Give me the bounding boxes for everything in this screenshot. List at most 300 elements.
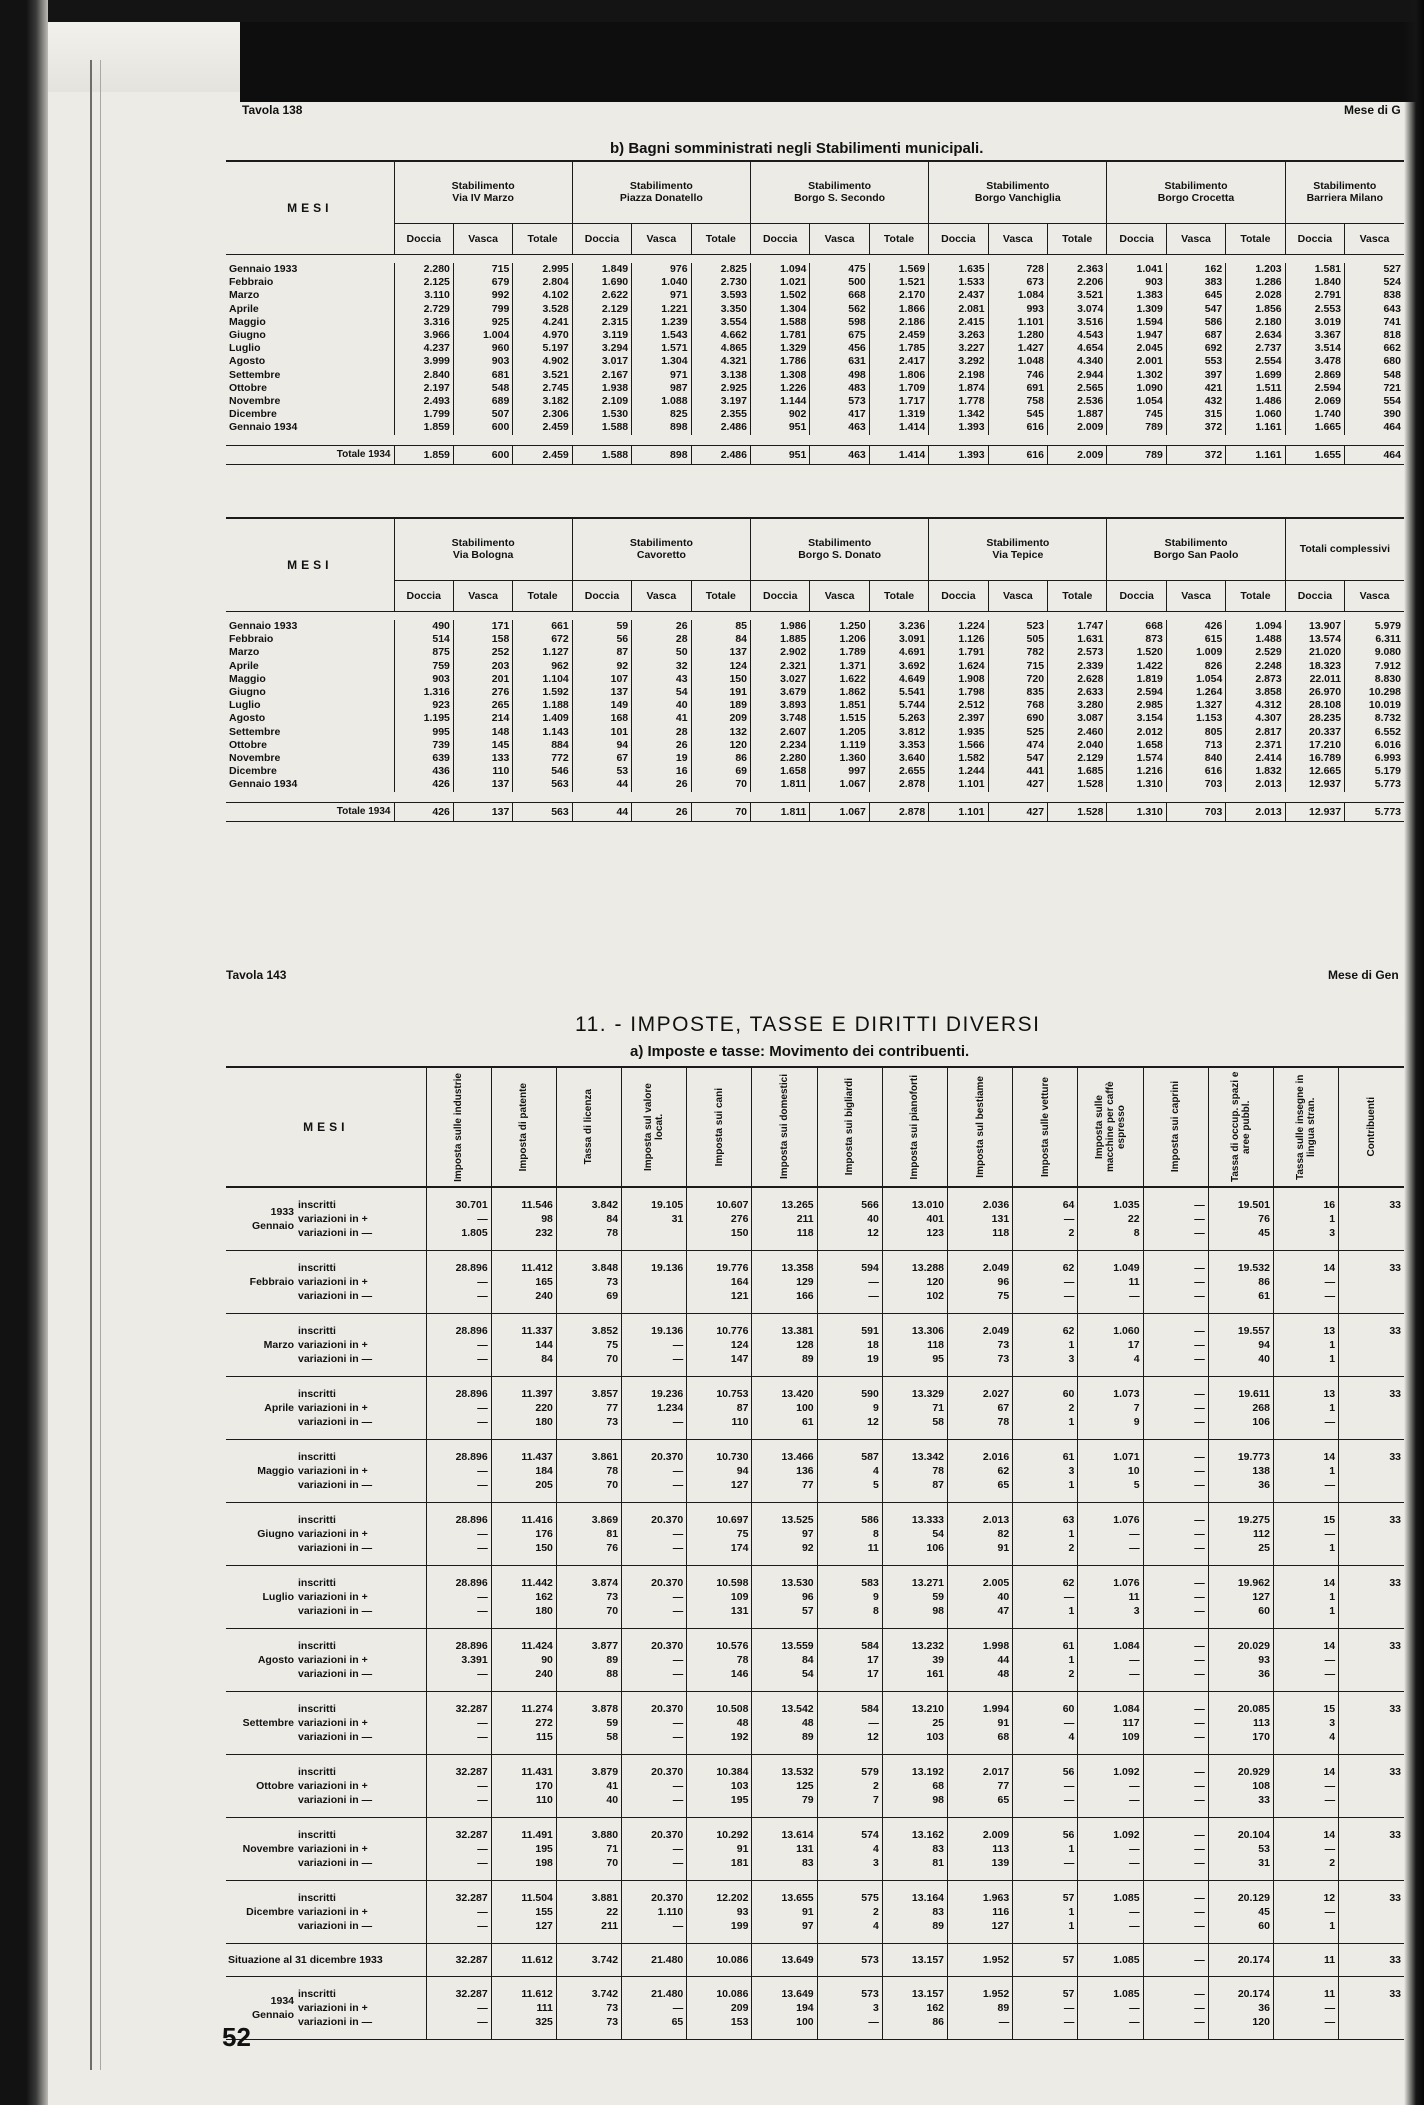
value: 14 <box>1323 1766 1336 1778</box>
sub-header-row <box>226 223 1404 254</box>
stabilimento-header: Stabilimento Cavoretto <box>572 518 750 580</box>
value-stack <box>821 1261 879 1303</box>
value: 108 <box>1252 1780 1270 1792</box>
row-label: inscritti <box>298 1388 336 1400</box>
vasca-cell: 1.862 <box>810 686 869 699</box>
totale-cell: 4.102 <box>513 289 572 302</box>
value-cell <box>817 1881 882 1944</box>
value: 1 <box>1329 1920 1336 1932</box>
totale-cell: 2.730 <box>691 276 750 289</box>
value-cell <box>1013 1881 1078 1944</box>
value: 33 <box>1258 1794 1270 1806</box>
totale-cell: 124 <box>691 660 750 673</box>
vasca-cell: 8.732 <box>1345 712 1404 725</box>
vasca-cell: 720 <box>988 673 1047 686</box>
sub-header: Vasca <box>988 580 1047 611</box>
value-stack <box>560 1987 618 2029</box>
value-cell <box>1078 1440 1143 1503</box>
value: — <box>1063 1591 1075 1603</box>
row-labels <box>296 1755 426 1818</box>
value: — <box>1324 2002 1336 2014</box>
doccia-cell: 1.309 <box>1107 303 1166 316</box>
value-stack <box>755 1450 813 1492</box>
vasca-cell: 474 <box>988 739 1047 752</box>
column-header <box>1143 1067 1208 1187</box>
value: 20.370 <box>651 1829 684 1841</box>
month-label: Maggio <box>226 1440 296 1503</box>
value: — <box>477 1780 488 1792</box>
table-row <box>226 382 1404 395</box>
value-cell <box>491 1629 556 1692</box>
value: — <box>1324 1290 1336 1302</box>
value-cell <box>1273 1692 1338 1755</box>
vasca-cell: 971 <box>632 369 691 382</box>
value: 33 <box>1389 1451 1401 1463</box>
doccia-cell: 1.310 <box>1107 778 1166 791</box>
doccia-cell: 1.533 <box>929 276 988 289</box>
table-row <box>226 395 1404 408</box>
value: 11 <box>1128 1591 1140 1603</box>
value-stack <box>1147 1576 1205 1618</box>
month-label: Novembre <box>226 1818 296 1881</box>
value: — <box>1324 1276 1336 1288</box>
value-stack <box>625 1513 683 1555</box>
value-cell <box>1273 1503 1338 1566</box>
doccia-cell: 1.383 <box>1107 289 1166 302</box>
doccia-cell: 745 <box>1107 408 1166 421</box>
value: 3.852 <box>591 1325 619 1337</box>
value: 2.027 <box>982 1388 1010 1400</box>
totale-cell: 70 <box>691 778 750 791</box>
value: 11.416 <box>521 1514 553 1526</box>
value: 127 <box>535 1920 553 1932</box>
value-cell <box>556 1818 621 1881</box>
value-stack <box>1081 1324 1139 1366</box>
value: 268 <box>1252 1402 1270 1414</box>
row-label-stack <box>298 1450 423 1492</box>
value: 20.370 <box>651 1640 684 1652</box>
value-stack <box>560 1513 618 1555</box>
value: — <box>1129 1654 1140 1666</box>
vasca-cell: 1.280 <box>988 329 1047 342</box>
value-cell <box>491 1692 556 1755</box>
value: 594 <box>861 1262 879 1274</box>
bagni-title: b) Bagni somministrati negli Stabilimenti municipali. <box>610 140 984 157</box>
value: — <box>868 1717 879 1729</box>
value: 1 <box>1329 1542 1336 1554</box>
value: 109 <box>730 1591 749 1603</box>
value-stack <box>951 1639 1009 1681</box>
value-cell <box>1339 1692 1404 1755</box>
doccia-cell: 13.574 <box>1285 633 1344 646</box>
month-label: Aprile <box>229 659 259 672</box>
sub-header: Vasca <box>988 223 1047 254</box>
doccia-cell: 436 <box>394 765 453 778</box>
doccia-cell: 789 <box>1107 421 1166 434</box>
value-stack <box>430 1387 488 1429</box>
value: 1 <box>1068 1654 1075 1666</box>
doccia-cell: 1.594 <box>1107 316 1166 329</box>
value-stack <box>430 1324 488 1366</box>
value: 240 <box>535 1290 553 1302</box>
column-header-text: Imposta sulle industrie <box>453 1072 465 1182</box>
doccia-cell: 1.791 <box>929 646 988 659</box>
value: 3.880 <box>591 1829 619 1841</box>
value <box>1342 2015 1401 2029</box>
vasca-cell: 133 <box>453 752 512 765</box>
vasca-cell: 573 <box>810 395 869 408</box>
value-stack <box>1212 1324 1270 1366</box>
value-stack <box>1016 1828 1074 1870</box>
vasca-cell: 6.552 <box>1345 726 1404 739</box>
totale-value: 2.486 <box>691 445 750 464</box>
value-cell <box>948 1566 1013 1629</box>
value: 120 <box>1252 2016 1270 2028</box>
value: 75 <box>606 1339 619 1351</box>
value: 12 <box>867 1416 879 1428</box>
value: 579 <box>861 1766 879 1778</box>
value: — <box>1324 2016 1336 2028</box>
value: 57 <box>1062 1892 1075 1904</box>
value-stack <box>755 1387 813 1429</box>
value: 166 <box>796 1290 814 1302</box>
value-stack <box>1147 1324 1205 1366</box>
value-stack <box>1081 1891 1139 1933</box>
vasca-cell: 553 <box>1166 355 1225 368</box>
value: 1.071 <box>1113 1451 1140 1463</box>
value: 28.896 <box>455 1325 488 1337</box>
sub-header: Totale <box>869 580 928 611</box>
value: — <box>672 1843 684 1855</box>
value-cell <box>491 1881 556 1944</box>
row-label: variazioni in + <box>298 1654 368 1666</box>
month-label: Marzo <box>229 289 260 302</box>
doccia-cell: 1.859 <box>394 421 453 434</box>
table-row <box>226 633 1404 646</box>
value-cell <box>1143 1187 1208 1251</box>
value-stack <box>560 1765 618 1807</box>
value: 89 <box>801 1731 814 1743</box>
value: 19.773 <box>1237 1451 1270 1463</box>
month-label: Novembre <box>229 395 281 408</box>
value: 1.952 <box>982 1988 1010 2000</box>
value-cell <box>817 1818 882 1881</box>
value-stack <box>560 1828 618 1870</box>
value-stack <box>1342 1450 1401 1492</box>
value-stack <box>1277 1450 1335 1492</box>
value-cell <box>556 1251 621 1314</box>
vasca-cell: 214 <box>453 712 512 725</box>
table-row <box>226 303 1404 316</box>
vasca-cell: 598 <box>810 316 869 329</box>
spacer-row <box>226 612 1404 621</box>
value: — <box>477 1479 488 1491</box>
vasca-cell: 26 <box>632 739 691 752</box>
value-stack <box>495 1387 553 1429</box>
value-stack <box>821 1450 879 1492</box>
value-cell <box>622 1503 687 1566</box>
column-header <box>556 1067 621 1187</box>
value-cell <box>1208 1251 1273 1314</box>
doccia-cell: 149 <box>572 699 631 712</box>
vasca-cell: 265 <box>453 699 512 712</box>
row-label: variazioni in — <box>298 1794 373 1806</box>
totale-cell: 1.631 <box>1048 633 1107 646</box>
value: 3 <box>1329 1227 1336 1239</box>
value: 584 <box>861 1640 879 1652</box>
value: 13.010 <box>911 1199 945 1211</box>
value-stack <box>1147 1513 1205 1555</box>
value-cell <box>817 1566 882 1629</box>
doccia-cell: 490 <box>394 620 453 633</box>
value-stack <box>1342 1702 1401 1744</box>
value: 73 <box>997 1339 1010 1351</box>
value <box>1342 1275 1401 1289</box>
value: 111 <box>536 2002 553 2014</box>
value: 138 <box>1252 1465 1270 1477</box>
value: — <box>477 1591 488 1603</box>
value: 13 <box>1323 1325 1336 1337</box>
value-cell <box>1143 1977 1208 2040</box>
row-label-stack <box>298 1987 423 2029</box>
totale-cell: 5.744 <box>869 699 928 712</box>
value: 84 <box>541 1353 553 1365</box>
value: — <box>477 1213 488 1225</box>
doccia-cell: 1.778 <box>929 395 988 408</box>
row-label-stack <box>298 1828 423 1870</box>
value: — <box>1194 1262 1205 1274</box>
value-cell <box>556 1440 621 1503</box>
value-cell <box>1273 1251 1338 1314</box>
vasca-cell: 148 <box>453 726 512 739</box>
vasca-cell: 1.153 <box>1166 712 1225 725</box>
value <box>1342 1667 1401 1681</box>
vasca-cell: 1.040 <box>632 276 691 289</box>
value: 127 <box>1252 1591 1270 1603</box>
vasca-cell: 715 <box>988 660 1047 673</box>
doccia-cell: 21.020 <box>1285 646 1344 659</box>
value: 22 <box>606 1906 619 1918</box>
value-cell <box>1143 1377 1208 1440</box>
row-labels <box>296 1377 426 1440</box>
totale-cell: 2.339 <box>1048 660 1107 673</box>
value: 136 <box>796 1465 814 1477</box>
doccia-cell: 2.493 <box>394 395 453 408</box>
value: 20.370 <box>651 1892 684 1904</box>
doccia-cell: 1.849 <box>572 263 631 276</box>
value-stack <box>755 1987 813 2029</box>
value-stack <box>821 1828 879 1870</box>
value-cell <box>752 1377 817 1440</box>
value: 13 <box>1323 1388 1336 1400</box>
totale-cell: 1.143 <box>513 726 572 739</box>
value-stack <box>690 1324 748 1366</box>
value-stack <box>1342 1639 1401 1681</box>
vasca-cell: 818 <box>1345 329 1404 342</box>
doccia-cell: 44 <box>572 778 631 791</box>
doccia-cell: 1.094 <box>750 263 809 276</box>
value-stack <box>625 1450 683 1492</box>
row-label: inscritti <box>298 1892 336 1904</box>
totale-value: 137 <box>453 802 512 821</box>
row-label: variazioni in + <box>298 1843 368 1855</box>
totale-cell: 4.691 <box>869 646 928 659</box>
value-cell <box>1013 1377 1078 1440</box>
value: — <box>1129 1857 1140 1869</box>
value-cell <box>1143 1818 1208 1881</box>
totale-cell: 5.197 <box>513 342 572 355</box>
vasca-cell: 992 <box>453 289 512 302</box>
totale-cell: 1.286 <box>1226 276 1285 289</box>
value: 33 <box>1389 1892 1401 1904</box>
row-labels <box>296 1692 426 1755</box>
value: 71 <box>606 1843 619 1855</box>
value-stack <box>625 1765 683 1807</box>
value-stack <box>1212 1639 1270 1681</box>
value-stack <box>1212 1261 1270 1303</box>
value-cell <box>426 1503 491 1566</box>
value: 19.105 <box>651 1199 684 1211</box>
month-group-row <box>226 1251 1404 1314</box>
value-stack <box>1212 1765 1270 1807</box>
doccia-cell: 902 <box>750 408 809 421</box>
value: 12 <box>867 1227 879 1239</box>
value-stack <box>495 1987 553 2029</box>
value: 209 <box>730 2002 749 2014</box>
doccia-cell: 2.840 <box>394 369 453 382</box>
value <box>1342 1401 1401 1415</box>
vasca-cell: 28 <box>632 633 691 646</box>
doccia-cell: 2.397 <box>929 712 988 725</box>
totale-cell: 4.902 <box>513 355 572 368</box>
vasca-cell: 5.773 <box>1345 778 1404 791</box>
totale-cell: 3.197 <box>691 395 750 408</box>
value-cell: — <box>1143 1944 1208 1977</box>
row-label-stack <box>298 1639 423 1681</box>
value-cell <box>1143 1503 1208 1566</box>
value: 20.029 <box>1237 1640 1270 1652</box>
value-cell <box>882 1629 947 1692</box>
value-stack <box>430 1891 488 1933</box>
value-stack <box>1147 1987 1205 2029</box>
totale-cell: 546 <box>513 765 572 778</box>
value: — <box>672 1339 684 1351</box>
value: 47 <box>997 1605 1010 1617</box>
value: — <box>477 1542 488 1554</box>
value-cell <box>752 1881 817 1944</box>
sub-header: Totale <box>691 580 750 611</box>
sub-header: Doccia <box>394 580 453 611</box>
value-stack <box>690 1702 748 1744</box>
doccia-cell: 87 <box>572 646 631 659</box>
doccia-cell: 639 <box>394 752 453 765</box>
vasca-cell: 1.543 <box>632 329 691 342</box>
value-cell <box>1143 1629 1208 1692</box>
totale-cell: 1.203 <box>1226 263 1285 276</box>
value: 1 <box>1068 1843 1075 1855</box>
value-cell <box>1208 1755 1273 1818</box>
doccia-cell: 3.027 <box>751 673 810 686</box>
totale-cell: 1.709 <box>869 382 928 395</box>
value-cell <box>1013 1755 1078 1818</box>
value-stack <box>755 1765 813 1807</box>
table-row <box>226 408 1404 421</box>
value: 70 <box>606 1479 619 1491</box>
value: 124 <box>730 1339 749 1351</box>
value-cell <box>752 1314 817 1377</box>
value-stack <box>1277 1261 1335 1303</box>
value-stack <box>1277 1702 1335 1744</box>
vasca-cell: 1.427 <box>988 342 1047 355</box>
value: 20.929 <box>1237 1766 1270 1778</box>
value: 19.136 <box>651 1325 684 1337</box>
totale-cell: 2.633 <box>1048 686 1107 699</box>
value: 131 <box>730 1605 749 1617</box>
value: 211 <box>796 1213 814 1225</box>
value-stack <box>560 1198 618 1240</box>
vasca-cell: 903 <box>453 355 512 368</box>
doccia-cell: 2.321 <box>751 660 810 673</box>
column-header <box>622 1067 687 1187</box>
value-stack <box>495 1576 553 1618</box>
value: 77 <box>997 1780 1010 1792</box>
value: 67 <box>997 1402 1010 1414</box>
vasca-cell: 799 <box>453 303 512 316</box>
totale-value: 2.459 <box>513 445 572 464</box>
value: 89 <box>997 2002 1010 2014</box>
value-stack <box>495 1891 553 1933</box>
value-stack <box>821 1765 879 1807</box>
month-label: Dicembre <box>229 765 277 778</box>
value: 131 <box>796 1843 814 1855</box>
value: 325 <box>535 2016 553 2028</box>
value-stack <box>1016 1198 1074 1240</box>
value: 57 <box>801 1605 814 1617</box>
value: 1.085 <box>1113 1892 1140 1904</box>
totale-cell: 2.634 <box>1226 329 1285 342</box>
value-stack <box>951 1828 1009 1870</box>
totale-cell: 2.745 <box>513 382 572 395</box>
value: 112 <box>1253 1528 1270 1540</box>
row-label: inscritti <box>298 1514 336 1526</box>
vasca-cell: 673 <box>988 276 1047 289</box>
totale-cell: 3.138 <box>691 369 750 382</box>
value <box>1342 1289 1401 1303</box>
value-cell <box>426 1755 491 1818</box>
value: 62 <box>1062 1262 1075 1274</box>
value-stack <box>1147 1450 1205 1492</box>
column-header <box>1078 1067 1143 1187</box>
value: 1 <box>1068 1416 1075 1428</box>
value-stack <box>690 1765 748 1807</box>
sub-header: Vasca <box>453 580 512 611</box>
row-label: inscritti <box>298 1199 336 1211</box>
value-cell <box>948 1440 1013 1503</box>
value: 75 <box>736 1528 749 1540</box>
value: — <box>1063 1717 1075 1729</box>
doccia-cell: 873 <box>1107 633 1166 646</box>
totale-cell: 2.414 <box>1226 752 1285 765</box>
value: — <box>1194 1857 1205 1869</box>
value-stack <box>886 1261 944 1303</box>
value <box>1342 1905 1401 1919</box>
value: — <box>477 1668 488 1680</box>
value-stack <box>560 1891 618 1933</box>
value: — <box>672 1605 684 1617</box>
value: 20.129 <box>1237 1892 1270 1904</box>
value-stack <box>430 1261 488 1303</box>
stabilimento-header: Stabilimento Via Bologna <box>394 518 572 580</box>
